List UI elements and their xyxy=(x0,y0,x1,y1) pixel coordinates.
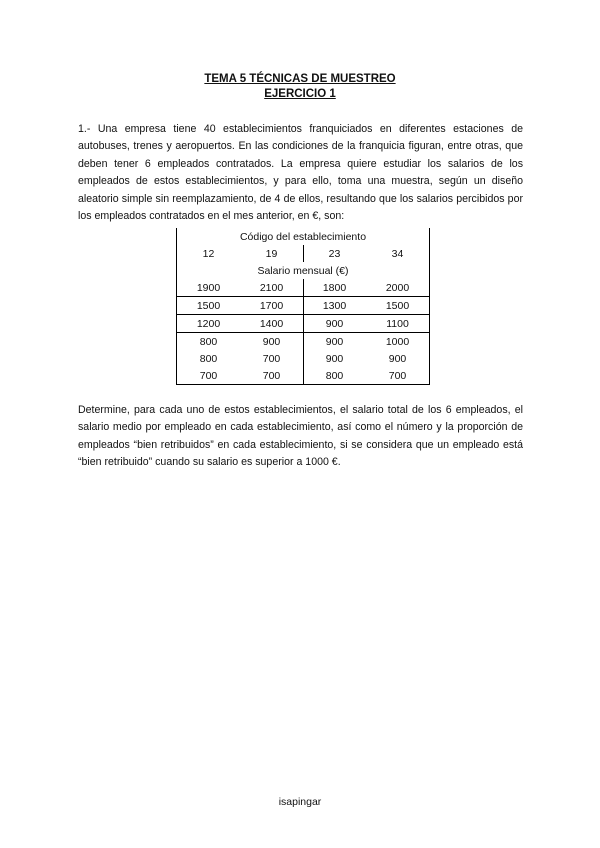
salary-cell: 1800 xyxy=(322,281,347,294)
salary-cell: 900 xyxy=(325,317,344,330)
salary-cell: 900 xyxy=(325,335,344,348)
code-cell: 23 xyxy=(328,247,341,260)
salary-cell: 800 xyxy=(199,352,218,365)
salary-cell: 1700 xyxy=(259,299,284,312)
codes-row xyxy=(177,245,429,262)
table-body xyxy=(177,279,429,384)
intro-paragraph: 1.- Una empresa tiene 40 establecimientos franquiciados en diferentes estaciones de autobuses, trenes y aeropuertos. En las condiciones de la franquicia figuran, entre otras, que deben tener 6 empleados contratados. La empresa quiere estudiar los salarios de los empleados de estos establecimientos, y para ello, toma una muestra, según un diseño aleatorio simple sin reemplazamiento, de 4 de ellos, resultando que los salarios percibidos por los empleados contratados en el mes anterior, en €, son: xyxy=(78,123,523,223)
table-row xyxy=(177,297,429,315)
salary-cell: 800 xyxy=(199,335,218,348)
code-cell: 12 xyxy=(202,247,215,260)
table-header: Código del establecimiento xyxy=(239,230,367,243)
salary-cell: 1200 xyxy=(196,317,221,330)
question-paragraph: Determine, para cada uno de estos establecimientos, el salario total de los 6 empleados, el salario medio por empleado en cada establecimiento, así como el número y la proporción de empleados “bien retribuidos” en cada establecimiento, si se considera que un empleado está “bien retribuido” cuando su salario es superior a 1000 €. xyxy=(78,404,523,469)
table-row xyxy=(177,367,429,384)
salary-cell: 1100 xyxy=(386,317,409,330)
table-row xyxy=(177,350,429,367)
table-row xyxy=(177,333,429,350)
salary-table xyxy=(176,228,430,385)
salary-cell: 2000 xyxy=(385,281,410,294)
code-cell: 34 xyxy=(391,247,404,260)
salary-cell: 1000 xyxy=(385,335,410,348)
salary-cell: 800 xyxy=(325,369,344,382)
subheader-row xyxy=(177,262,429,279)
table-header-row xyxy=(177,228,429,245)
salary-cell: 2100 xyxy=(259,281,284,294)
table-row xyxy=(177,315,429,333)
salary-cell: 900 xyxy=(388,352,407,365)
salary-cell: 900 xyxy=(325,352,344,365)
footer-author: isapingar xyxy=(278,796,322,808)
salary-cell: 700 xyxy=(388,369,407,382)
salary-cell: 1500 xyxy=(196,299,221,312)
salary-cell: 1500 xyxy=(385,299,410,312)
salary-cell: 700 xyxy=(262,369,281,382)
salary-cell: 1400 xyxy=(259,317,284,330)
table-subheader: Salario mensual (€) xyxy=(257,264,349,277)
salary-cell: 700 xyxy=(262,352,281,365)
salary-cell: 900 xyxy=(262,335,281,348)
document-title: TEMA 5 TÉCNICAS DE MUESTREO xyxy=(204,73,396,85)
salary-cell: 1300 xyxy=(322,299,347,312)
table-row xyxy=(177,279,429,297)
salary-cell: 1900 xyxy=(196,281,221,294)
salary-cell: 700 xyxy=(199,369,218,382)
code-cell: 19 xyxy=(265,247,278,260)
exercise-title: EJERCICIO 1 xyxy=(264,88,336,100)
